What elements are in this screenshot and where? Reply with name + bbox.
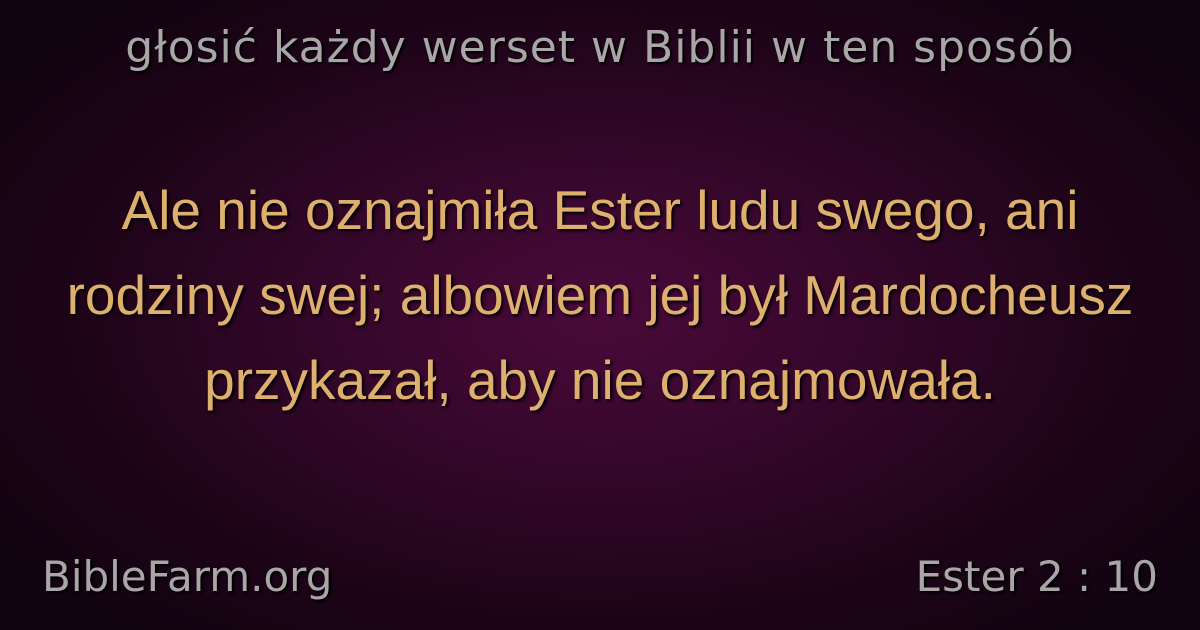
tagline: głosić każdy werset w Biblii w ten sposób bbox=[125, 22, 1075, 73]
verse-reference: Ester 2 : 10 bbox=[915, 552, 1158, 601]
verse-text: Ale nie oznajmiła Ester ludu swego, ani rodziny swej; albowiem jej był Mardocheusz przykazał, aby nie oznajmowała. bbox=[66, 179, 1134, 411]
site-name: BibleFarm.org bbox=[42, 552, 333, 601]
